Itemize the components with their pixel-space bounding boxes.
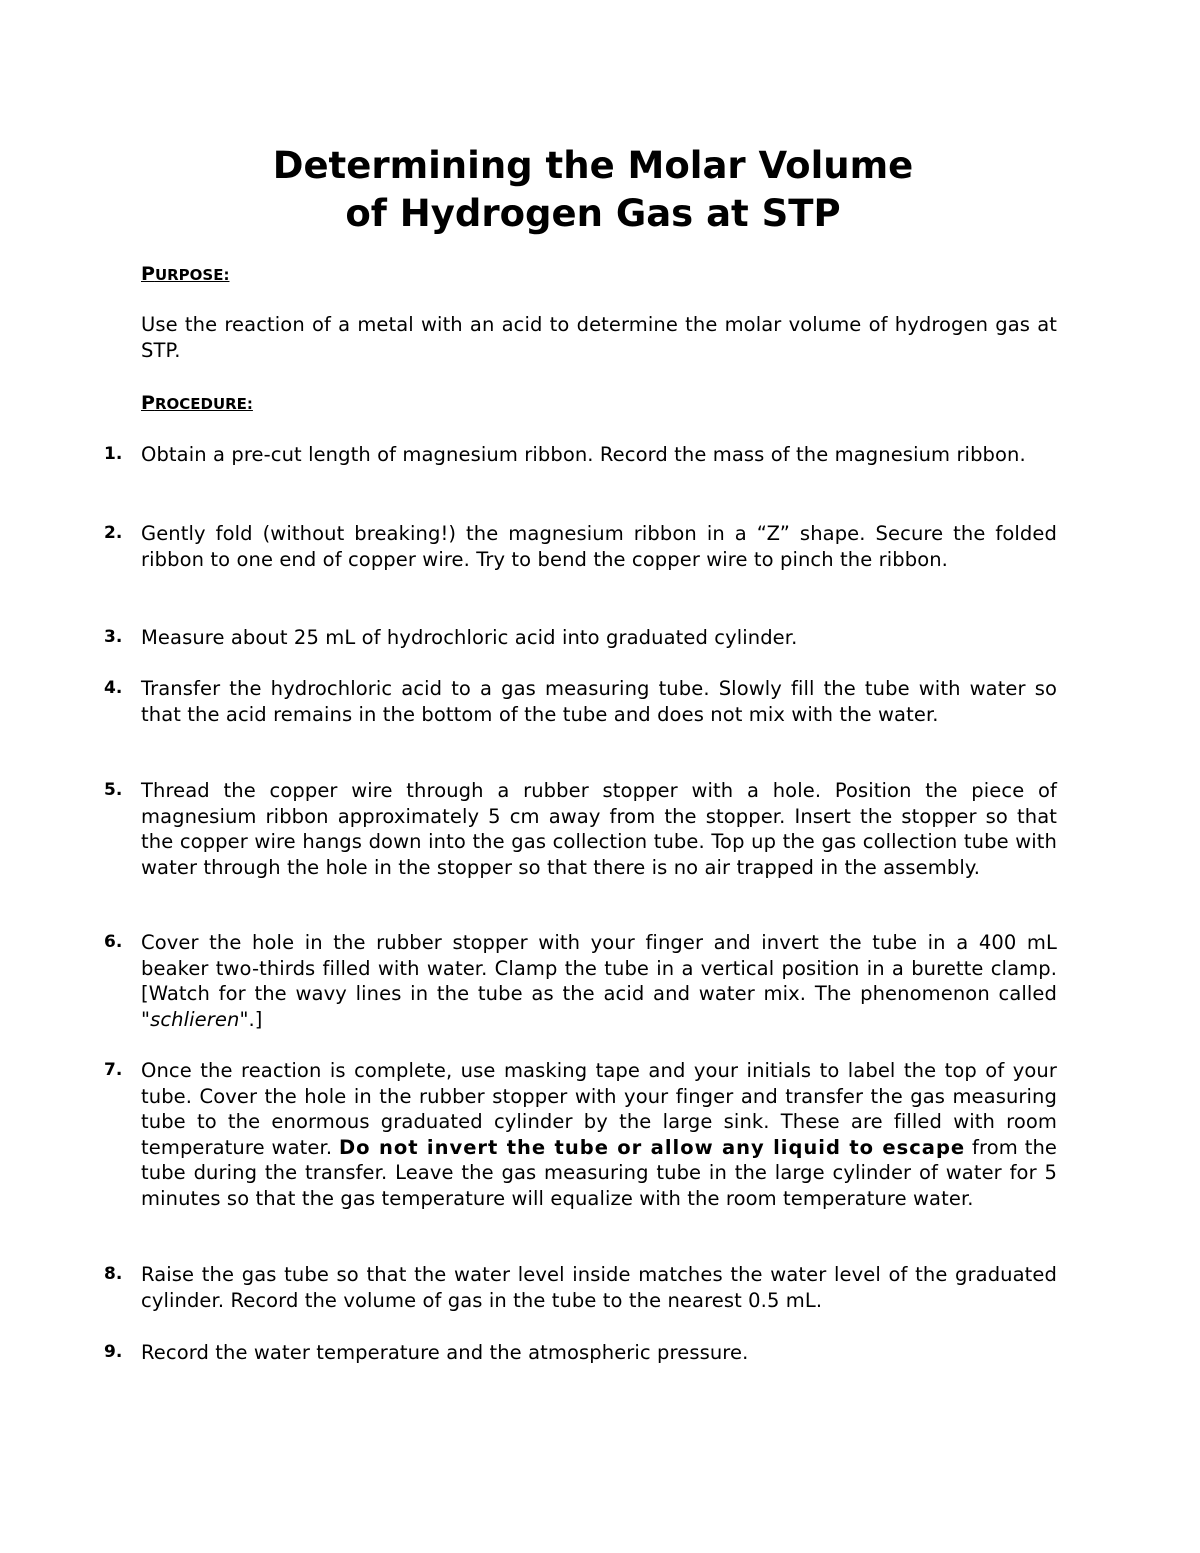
step-number: 6. [104,932,123,952]
step-number: 4. [104,678,123,698]
step-number: 3. [104,627,123,647]
title-line-1: Determining the Molar Volume [272,144,914,187]
schlieren-term: schlieren [150,1007,240,1031]
step-number: 5. [104,780,123,800]
step-text: Raise the gas tube so that the water level inside matches the water level of the graduated cylinder. Record the volume of gas in the tube to the nearest 0.5 mL. [141,1263,1057,1312]
step-text-part: ".] [239,1007,263,1031]
page-title [0,142,1186,238]
purpose-heading-rest: URPOSE: [154,266,230,284]
step-text: Thread the copper wire through a rubber stopper with a hole. Position the piece of magnesium ribbon approximately 5 cm away from the stopper. Insert the stopper so that the copper wire hangs down into the gas collection tube. Top up the gas collection tube with water through the hole in the stopper so that there is no air trapped in the assembly. [141,779,1057,879]
step-text: Gently fold (without breaking!) the magnesium ribbon in a “Z” shape. Secure the folded ribbon to one end of copper wire. Try to bend the copper wire to pinch the ribbon. [141,522,1057,571]
purpose-heading [141,261,229,288]
procedure-heading-rest: ROCEDURE: [154,395,253,413]
purpose-text: Use the reaction of a metal with an acid to determine the molar volume of hydrogen gas at STP. [141,313,1057,362]
title-line-2: of Hydrogen Gas at STP [345,192,841,235]
step-text: Record the water temperature and the atmospheric pressure. [141,1341,749,1364]
step-text: Measure about 25 mL of hydrochloric acid into graduated cylinder. [141,626,798,649]
step-number: 8. [104,1264,123,1284]
step-text: Obtain a pre-cut length of magnesium ribbon. Record the mass of the magnesium ribbon. [141,443,1026,466]
step-text-part: Cover the hole in the rubber stopper with your finger and invert the tube in a 400 mL beaker two-thirds filled with water. Clamp the tube in a vertical position in a burette clamp. [Watch for the wavy lines in the tube as the acid and water mix. The phenomenon called " [141,931,1057,1031]
step-number: 7. [104,1060,123,1080]
step-text-part: Once the reaction is complete, use masking tape and your initials to label the top of your tube. Cover the hole in the rubber stopper with your finger and transfer the gas measuring tube to the enormous graduated cylinder by the large sink. These are filled with room temperature water. [141,1059,1057,1159]
step-text-part: from the tube during the transfer. Leave the gas measuring tube in the large cylinder of water for 5 minutes so that the gas temperature will equalize with the room temperature water. [141,1135,1057,1210]
step-text [141,1058,1057,1211]
step-text: Transfer the hydrochloric acid to a gas measuring tube. Slowly fill the tube with water so that the acid remains in the bottom of the tube and does not mix with the water. [141,677,1057,726]
warning-text: Do not invert the tube or allow any liquid to escape [339,1135,966,1159]
procedure-heading-initial: P [141,392,155,414]
procedure-heading [141,390,253,417]
purpose-heading-initial: P [141,263,155,285]
step-text [141,930,1057,1032]
step-number: 1. [104,444,123,464]
step-number: 9. [104,1342,123,1362]
step-number: 2. [104,523,123,543]
